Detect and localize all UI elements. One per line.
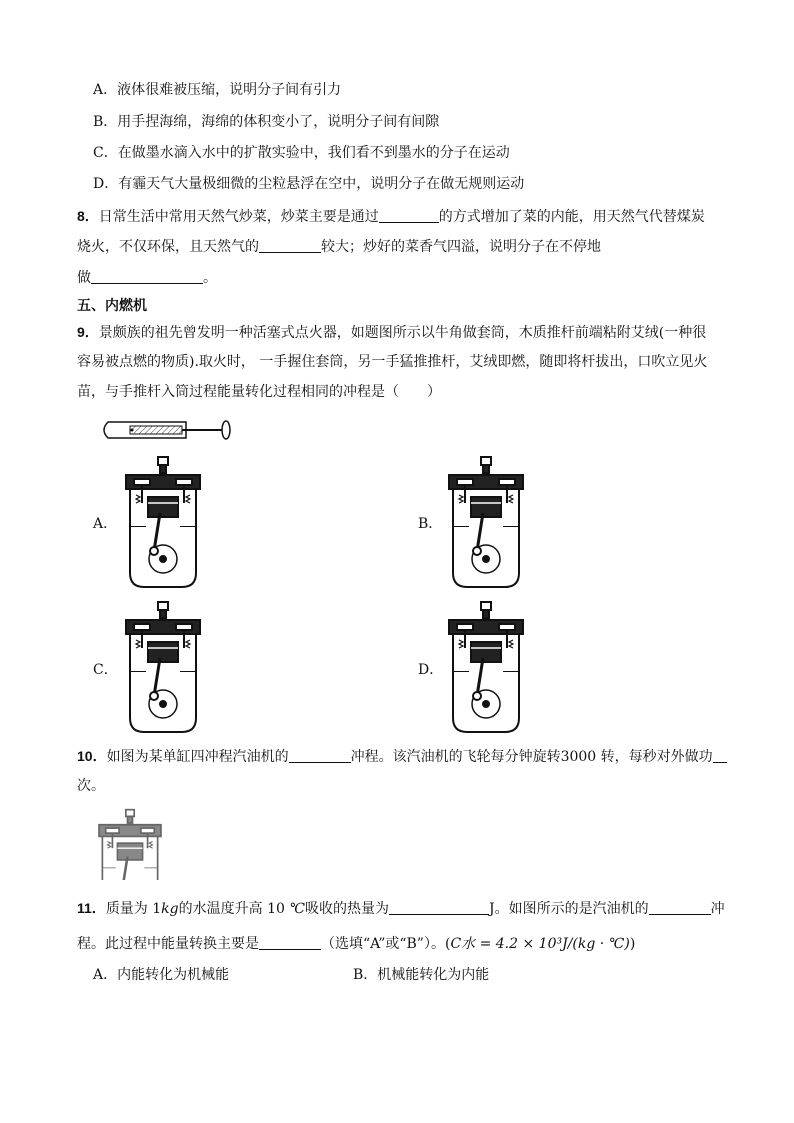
q7-option-a: A．液体很难被压缩，说明分子间有引力 [93,82,342,98]
q8-text-2: 的方式增加了菜的内能，用天然气代替煤炭 [438,209,705,225]
q9-label-d: D． [418,662,444,678]
q7-option-b: B．用手捏海绵，海绵的体积变小了，说明分子间有间隙 [93,114,440,130]
q10-blank-2 [713,748,727,763]
engine-figure-d [443,600,529,735]
q7-option-c: C．在做墨水滴入水中的扩散实验中，我们看不到墨水的分子在运动 [93,145,510,161]
q11-text-3: 吸收的热量为 [305,901,390,917]
q8-line1 [77,206,705,227]
q11-text-4: J。如图所示的是汽油机的 [489,901,649,917]
q8-blank-1 [379,208,439,223]
q11-text-5: 冲 [710,901,725,917]
q11-text-8: ) [629,936,636,952]
q9-line2: 容易被点燃的物质).取火时， 一手握住套筒，另一手猛推推杆，艾绒即燃，随即将杆拔出，口吹立见火 [77,354,708,370]
q8-blank-3 [91,269,203,284]
q11-blank-2 [649,900,711,915]
q11-unit-degc: ℃ [289,901,306,917]
q11-line1 [77,898,725,919]
q10-line2: 次。 [77,778,105,794]
q10-text-1: 如图为某单缸四冲程汽油机的 [106,749,289,765]
engine-cylinder-figure [94,808,166,880]
q8-text-5: 做 [77,270,91,286]
q11-option-a: A．内能转化为机械能 [93,967,230,983]
q10-line1 [77,746,727,767]
q11-blank-3 [259,935,321,950]
q9-label-b: B． [418,516,443,532]
q11-text-1: 质量为 1 [105,901,162,917]
q8-blank-2 [259,238,321,253]
q11-option-b: B．机械能转化为内能 [353,967,490,983]
q8-text-4: 较大；炒好的菜香气四溢，说明分子在不停地 [321,239,601,255]
q9-number: 9． [77,324,99,340]
engine-figure-a [120,455,206,590]
q8-line2 [77,237,601,257]
piston-fire-starter-figure [98,418,234,444]
engine-figure-c [120,600,206,735]
q10-text-2: 冲程。该汽油机的飞轮每分钟旋转3000 转，每秒对外做功 [350,749,713,765]
q11-text-6: 程。此过程中能量转换主要是 [77,936,259,952]
q8-text-3: 烧火，不仅环保，且天然气的 [77,239,259,255]
q11-text-7: （选填“A”或“B”）。( [321,936,451,952]
section-title: 五、内燃机 [77,298,147,314]
q9-label-c: C． [93,662,118,678]
q7-option-d: D．有霾天气大量极细微的尘粒悬浮在空中，说明分子在做无规则运动 [93,176,525,192]
q9-line1 [77,322,706,343]
q11-unit-kg: kg [161,901,179,917]
q8-text-6: 。 [203,270,217,286]
q11-line2 [77,934,635,954]
q9-line3: 苗，与手推杆入筒过程能量转化过程相同的冲程是（ ） [77,384,441,400]
q9-label-a: A． [93,516,118,532]
q8-line3 [77,268,217,288]
q11-formula: C水 = 4.2 × 10³J/(kg · ℃) [450,936,630,952]
q11-number: 11． [77,900,106,916]
q9-text-1: 景颇族的祖先曾发明一种活塞式点火器，如题图所示以牛角做套筒，木质推杆前端粘附艾绒(一种很 [98,325,707,341]
q10-number: 10． [77,748,107,764]
q8-text-1: 日常生活中常用天然气炒菜，炒菜主要是通过 [98,209,379,225]
engine-figure-b [443,455,529,590]
q10-blank-1 [289,748,351,763]
q11-blank-1 [389,900,489,915]
q11-text-2: 的水温度升高 10 [178,901,290,917]
q8-number: 8． [77,208,99,224]
